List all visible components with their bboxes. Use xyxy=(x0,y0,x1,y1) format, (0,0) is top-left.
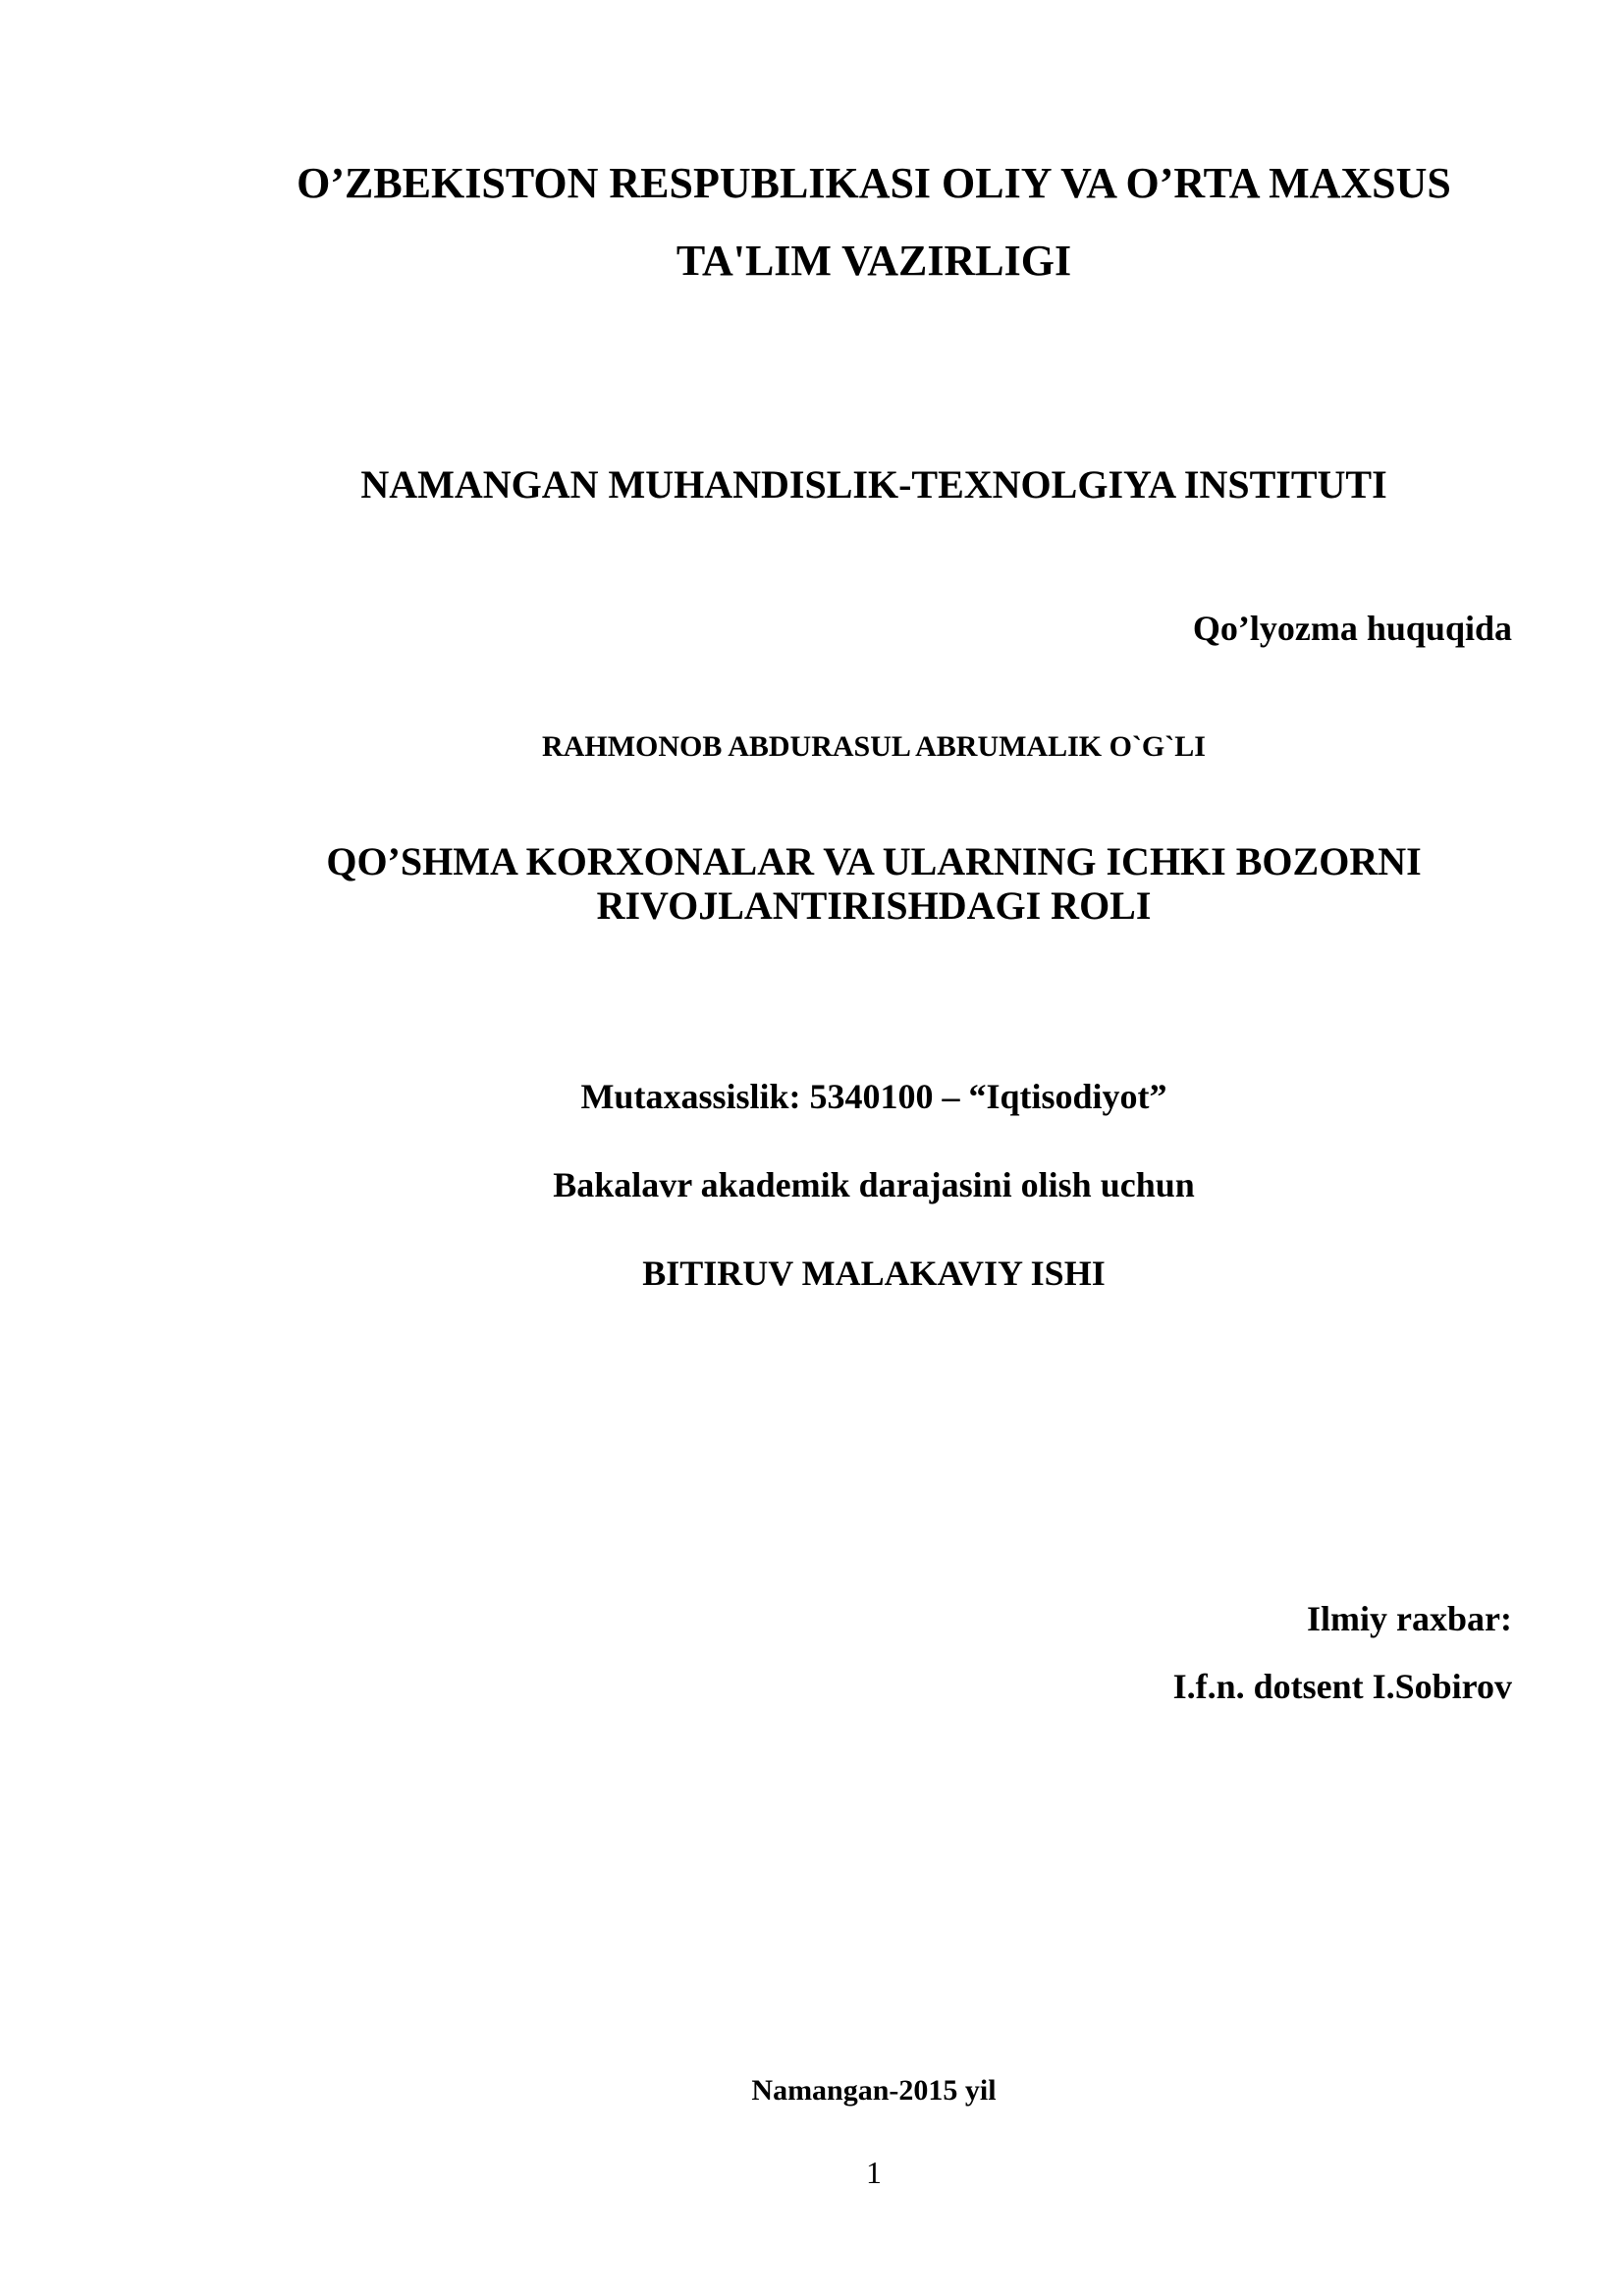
author-name: RAHMONOB ABDURASUL ABRUMALIK O`G`LI xyxy=(542,730,1206,763)
place-year: Namangan-2015 yil xyxy=(751,2074,997,2107)
thesis-title-line-2: RIVOJLANTIRISHDAGI ROLI xyxy=(596,883,1152,928)
work-type: BITIRUV MALAKAVIY ISHI xyxy=(642,1254,1106,1293)
thesis-title-line-1: QO’SHMA KORXONALAR VA ULARNING ICHKI BOZORNI xyxy=(326,839,1422,883)
manuscript-note: Qo’lyozma huquqida xyxy=(1192,609,1512,648)
supervisor-name: I.f.n. dotsent I.Sobirov xyxy=(1172,1667,1512,1706)
supervisor-label: Ilmiy raxbar: xyxy=(1307,1599,1512,1638)
ministry-title-line-2: TA'LIM VAZIRLIGI xyxy=(676,237,1072,285)
degree-purpose: Bakalavr akademik darajasini olish uchun xyxy=(553,1165,1195,1204)
specialty: Mutaxassislik: 5340100 – “Iqtisodiyot” xyxy=(580,1077,1167,1116)
page-number: 1 xyxy=(866,2155,882,2190)
ministry-title-line-1: O’ZBEKISTON RESPUBLIKASI OLIY VA O’RTA MAXSUS xyxy=(297,159,1451,207)
institute-name: NAMANGAN MUHANDISLIK-TEXNOLGIYA INSTITUTI xyxy=(360,462,1387,507)
